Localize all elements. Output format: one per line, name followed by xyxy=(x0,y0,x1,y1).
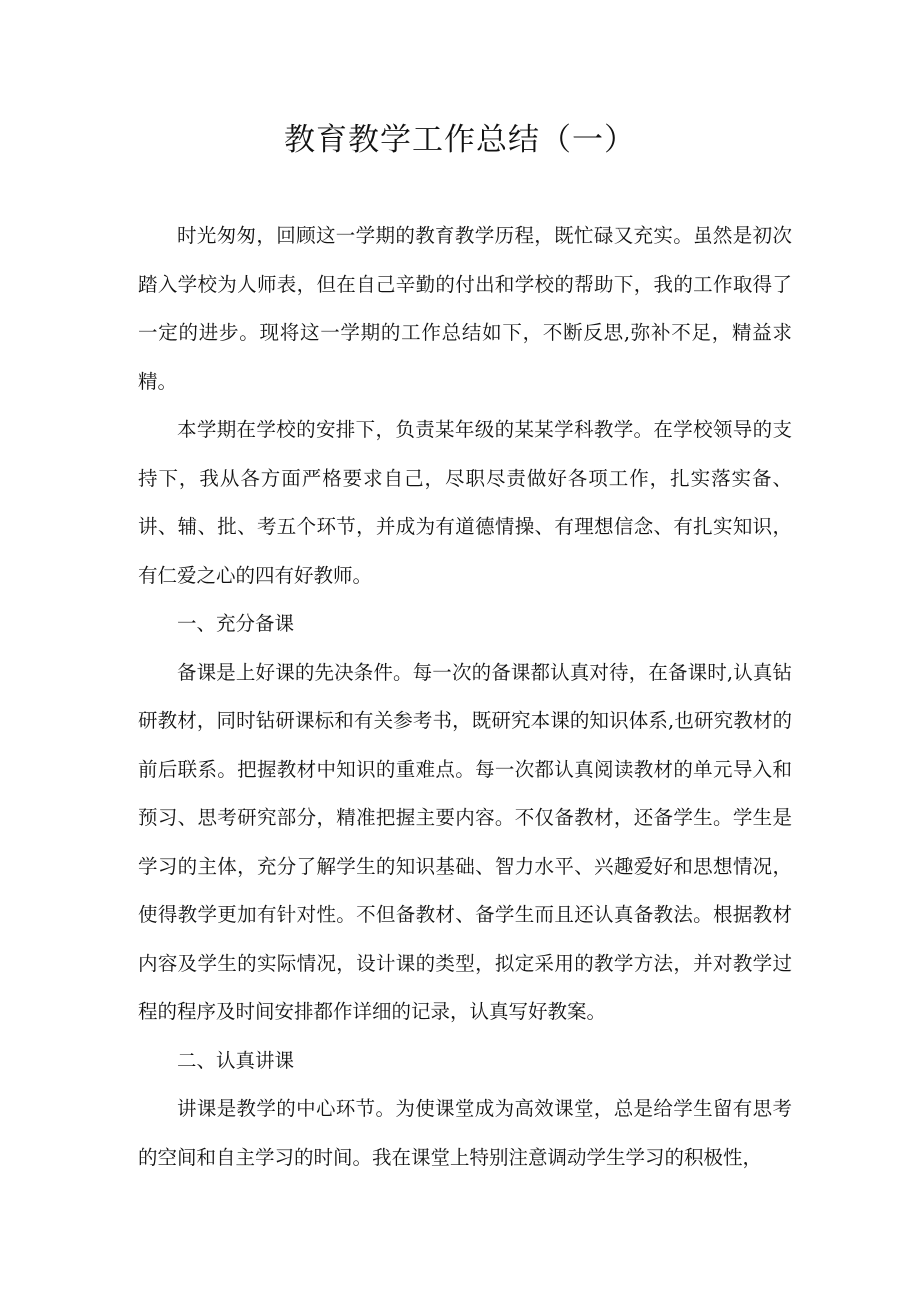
section-heading-prepare: 一、充分备课 xyxy=(177,612,295,635)
section-heading-teach: 二、认真讲课 xyxy=(177,1048,295,1072)
paragraph-assignment: 本学期在学校的安排下，负责某年级的某某学科教学。在学校领导的支持下，我从各方面严格要求自己，尽职尽责做好各项工作，扎实落实备、讲、辅、批、考五个环节，并成为有道德情操、有理想信念、有扎实知识，有仁爱之心的四有好教师。 xyxy=(138,418,792,587)
paragraph-prepare: 备课是上好课的先决条件。每一次的备课都认真对待，在备课时,认真钻研教材，同时钻研课标和有关参考书，既研究本课的知识体系,也研究教材的前后联系。把握教材中知识的重难点。每一次都认真阅读教材的单元导入和预习、思考研究部分，精准把握主要内容。不仅备教材，还备学生。学生是学习的主体，充分了解学生的知识基础、智力水平、兴趣爱好和思想情况，使得教学更加有针对性。不但备教材、备学生而且还认真备教法。根据教材内容及学生的实际情况，设计课的类型，拟定采用的教学方法，并对教学过程的程序及时间安排都作详细的记录，认真写好教案。 xyxy=(138,660,792,1023)
document-title: 教育教学工作总结（一） xyxy=(284,122,636,158)
document-body xyxy=(138,212,792,1182)
paragraph-teach: 讲课是教学的中心环节。为使课堂成为高效课堂，总是给学生留有思考的空间和自主学习的时间。我在课堂上特别注意调动学生学习的积极性， xyxy=(138,1097,792,1169)
paragraph-intro: 时光匆匆，回顾这一学期的教育教学历程，既忙碌又充实。虽然是初次踏入学校为人师表，但在自己辛勤的付出和学校的帮助下，我的工作取得了一定的进步。现将这一学期的工作总结如下，不断反思,弥补不足，精益求精。 xyxy=(138,224,792,393)
